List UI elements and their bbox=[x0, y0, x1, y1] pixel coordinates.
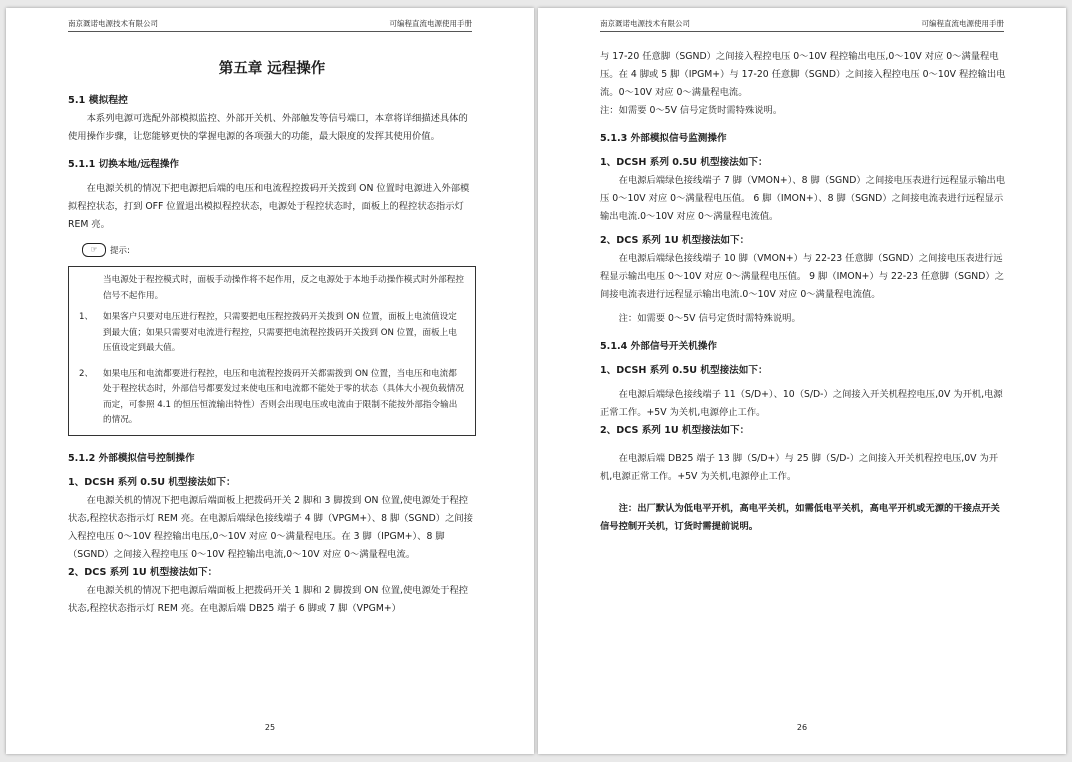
page-header bbox=[600, 17, 1004, 32]
hint-row bbox=[68, 240, 476, 260]
hint-item-1-number: 1、 bbox=[79, 312, 94, 322]
section-5-1-3-title: 5.1.3 外部模拟信号监测操作 bbox=[600, 133, 727, 144]
switch-dcsh-title: 1、DCSH 系列 0.5U 机型接法如下： bbox=[600, 365, 768, 376]
header-manual-title: 可编程直流电源使用手册 bbox=[921, 19, 1004, 28]
hint-box-paragraph: 当电源处于程控模式时，面板手动操作将不起作用，反之电源处于本地手动操作模式时外部程控信号不起作用。 bbox=[103, 275, 464, 301]
page-number: 26 bbox=[796, 723, 808, 732]
section-5-1-1-title: 5.1.1 切换本地/远程操作 bbox=[68, 159, 179, 170]
page-25-body bbox=[68, 58, 476, 618]
pointing-hand-icon: ☞ bbox=[82, 243, 106, 257]
switch-dcs-text: 在电源后端 DB25 端子 13 脚（S/D+）与 25 脚（S/D-）之间接入开关机程控电压,0V 为开机,电源正常工作。+5V 为关机,电源停止工作。 bbox=[600, 453, 999, 482]
page-26 bbox=[538, 8, 1066, 754]
dcs-wiring-title: 2、DCS 系列 1U 机型接法如下： bbox=[68, 566, 218, 578]
monitor-dcs-text: 在电源后端绿色接线端子 10 脚（VMON+）与 22-23 任意脚（SGND）之间接电压表进行远程显示输出电压 0～10V 对应 0～满量程电压值。 9 脚（IMON+）与 22-23 任意脚（SGND）之间接电流表进行远程显示输出电流.0～10V 对应 0～满量程电流值。 bbox=[600, 253, 1004, 300]
switch-dcsh-text: 在电源后端绿色接线端子 11（S/D+）、10（S/D-）之间接入开关机程控电压,0V 为开机,电源正常工作。+5V 为关机,电源停止工作。 bbox=[600, 389, 1003, 418]
page-26-body bbox=[600, 48, 1008, 536]
section-5-1-title: 5.1 模拟程控 bbox=[68, 95, 128, 106]
hint-label: 提示: bbox=[110, 246, 130, 256]
hint-box bbox=[68, 266, 476, 436]
page-header bbox=[68, 17, 472, 32]
section-5-1-2-title: 5.1.2 外部模拟信号控制操作 bbox=[68, 452, 195, 464]
page-number: 25 bbox=[264, 723, 276, 732]
page-25 bbox=[6, 8, 534, 754]
monitor-dcsh-text: 在电源后端绿色接线端子 7 脚（VMON+）、8 脚（SGND）之间接电压表进行远程显示输出电压 0～10V 对应 0～满量程电压值。 6 脚（IMON+）、8 脚（SGND）之间接电流表进行远程显示输出电流.0～10V 对应 0～满量程电流值。 bbox=[600, 175, 1006, 222]
section-5-1-1-text: 在电源关机的情况下把电源把后端的电压和电流程控拨码开关拨到 ON 位置时电源进入外部模拟程控状态，打到 OFF 位置退出模拟程控状态，电源处于程控状态时，面板上的程控状态指示灯 REM 亮。 bbox=[68, 183, 470, 230]
dcs-wiring-text: 在电源关机的情况下把电源后端面板上把拨码开关 1 脚和 2 脚拨到 ON 位置,使电源处于程控状态,程控状态指示灯 REM 亮。在电源后端 DB25 端子 6 脚或 7 脚（VPGM+） bbox=[68, 584, 469, 614]
switch-dcs-title: 2、DCS 系列 1U 机型接法如下： bbox=[600, 425, 750, 436]
hint-item-1-text: 如果客户只要对电压进行程控，只需要把电压程控拨码开关拨到 ON 位置，面板上电流值设定到最大值；如果只需要对电流进行程控，只需要把电流程控拨码开关拨到 ON 位置，面板上电压值设定到最大值。 bbox=[103, 312, 457, 353]
header-company: 南京溉诺电源技术有限公司 bbox=[68, 19, 158, 28]
note-5v-signal-2: 注：如需要 0～5V 信号定货时需特殊说明。 bbox=[618, 313, 801, 324]
factory-default-note: 注：出厂默认为低电平开机，高电平关机，如需低电平关机，高电平开机或无源的干接点开关信号控制开关机，订货时需提前说明。 bbox=[600, 503, 1000, 532]
hint-box-item-2 bbox=[79, 367, 465, 429]
hint-item-2-text: 如果电压和电流都要进行程控，电压和电流程控拨码开关都需拨到 ON 位置，当电压和电流都处于程控状态时，外部信号都要发过来使电压和电流都不能处于零的状态（具体大小视负载情况而定，可参照 4.1 的恒压恒流输出特性）否则会出现电压或电流由于限制不能按外部指令输出的情况。 bbox=[103, 368, 464, 425]
hint-box-item-1 bbox=[79, 310, 465, 357]
section-5-1-intro: 本系列电源可选配外部模拟监控、外部开关机、外部触发等信号端口，本章将详细描述具体的使用操作步骤，让您能够更快的掌握电源的各项强大的功能，最大限度的发挥其使用价值。 bbox=[68, 113, 468, 142]
dcsh-wiring-title: 1、DCSH 系列 0.5U 机型接法如下： bbox=[68, 476, 236, 488]
note-5v-signal: 注：如需要 0～5V 信号定货时需特殊说明。 bbox=[600, 105, 783, 116]
header-company: 南京溉诺电源技术有限公司 bbox=[600, 19, 690, 28]
header-manual-title: 可编程直流电源使用手册 bbox=[389, 19, 472, 28]
continued-text: 与 17-20 任意脚（SGND）之间接入程控电压 0～10V 程控输出电压,0～10V 对应 0～满量程电压。在 4 脚或 5 脚（IPGM+）与 17-20 任意脚（SGND）之间接入程控电压 0～10V 程控输出电流。0～10V 对应 0～满量程电流。 bbox=[600, 51, 1006, 98]
dcsh-wiring-text: 在电源关机的情况下把电源后端面板上把拨码开关 2 脚和 3 脚拨到 ON 位置,使电源处于程控状态,程控状态指示灯 REM 亮。在电源后端绿色接线端子 4 脚（VPGM+）、8 脚（SGND）之间接入程控电压 0～10V 程控输出电压,0～10V 对应 0～满量程电压。在 3 脚（IPGM+）、8 脚（SGND）之间接入程控电压 0～10V 程控输出电流,0～10V 对应 0～满量程电流。 bbox=[68, 494, 473, 560]
hint-item-2-number: 2、 bbox=[79, 368, 94, 379]
monitor-dcs-title: 2、DCS 系列 1U 机型接法如下： bbox=[600, 235, 750, 246]
chapter-title: 第五章 远程操作 bbox=[218, 61, 326, 77]
monitor-dcsh-title: 1、DCSH 系列 0.5U 机型接法如下： bbox=[600, 157, 768, 168]
section-5-1-4-title: 5.1.4 外部信号开关机操作 bbox=[600, 341, 717, 352]
